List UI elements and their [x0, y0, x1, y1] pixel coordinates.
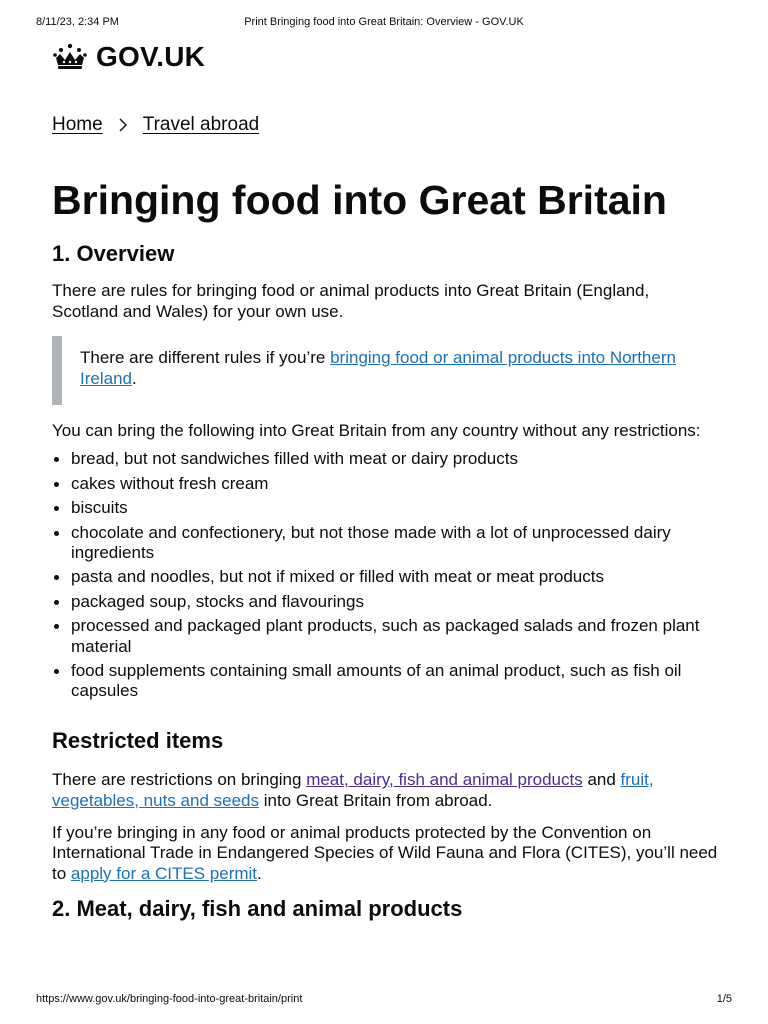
- bullet: [54, 600, 59, 605]
- allowed-items-list: [52, 449, 720, 701]
- bullet: [54, 575, 59, 580]
- list-item-text: bread, but not sandwiches filled with meat or dairy products: [71, 449, 518, 469]
- crown-icon: [52, 42, 88, 72]
- intro-paragraph: There are rules for bringing food or animal products into Great Britain (England, Scotland and Wales) for your own use.: [52, 281, 650, 321]
- list-item-text: pasta and noodles, but not if mixed or filled with meat or meat products: [71, 567, 604, 587]
- bullet: [54, 624, 59, 629]
- breadcrumb: [52, 114, 259, 136]
- list-item-text: packaged soup, stocks and flavourings: [71, 591, 364, 611]
- cites-paragraph: [52, 823, 720, 884]
- inset-paragraph: [80, 348, 720, 389]
- bullet: [54, 482, 59, 487]
- cites-permit-link[interactable]: apply for a CITES permit: [70, 863, 258, 883]
- page-title: Bringing food into Great Britain: [52, 177, 667, 223]
- list-item-text: chocolate and confectionery, but not those made with a lot of unprocessed dairy ingredients: [71, 522, 671, 562]
- list-item-text: cakes without fresh cream: [71, 473, 269, 493]
- print-header: [36, 16, 732, 30]
- main-content: [52, 178, 720, 922]
- list-item: [52, 498, 720, 518]
- logo-text: GOV.UK: [96, 41, 206, 72]
- print-footer: [36, 993, 732, 1007]
- list-item: [52, 567, 720, 587]
- restricted-text-after: into Great Britain from abroad.: [258, 790, 493, 810]
- print-page-title: Print Bringing food into Great Britain: Overview - GOV.UK: [244, 16, 524, 28]
- cites-text-before: If you’re bringing in any food or animal products protected by the Convention on International Trade in Endangered Species of Wild Fauna and Flora (CITES), you’ll need to: [52, 822, 718, 883]
- inset-text-before: There are different rules if you’re: [80, 348, 331, 368]
- section-heading-restricted: Restricted items: [52, 727, 224, 753]
- list-item-text: food supplements containing small amounts of an animal product, such as fish oil capsules: [71, 660, 682, 701]
- print-url: https://www.gov.uk/bringing-food-into-great-britain/print: [36, 993, 303, 1005]
- breadcrumb-travel-abroad[interactable]: Travel abroad: [142, 114, 260, 135]
- meat-dairy-fish-link[interactable]: meat, dairy, fish and animal products: [306, 770, 583, 790]
- list-item: [52, 592, 720, 612]
- bullet: [54, 531, 59, 536]
- restricted-text-middle: and: [582, 770, 621, 790]
- fruit-vegetables-link[interactable]: fruit, vegetables, nuts and seeds: [52, 770, 654, 810]
- inset-text: [52, 336, 720, 405]
- list-item: [52, 449, 720, 469]
- list-item-text: processed and packaged plant products, such as packaged salads and frozen plant material: [71, 616, 700, 656]
- cites-text-after: .: [257, 863, 262, 883]
- section-heading-overview: 1. Overview: [52, 241, 175, 267]
- restricted-paragraph: [52, 770, 720, 811]
- page-counter: 1/5: [716, 993, 732, 1005]
- bullet: [54, 669, 59, 674]
- section-heading-meat-dairy: 2. Meat, dairy, fish and animal products: [52, 896, 463, 922]
- inset-text-after: .: [131, 368, 137, 388]
- list-item: [52, 616, 720, 657]
- list-item-text: biscuits: [71, 498, 128, 518]
- list-item: [52, 523, 720, 564]
- allowed-intro: You can bring the following into Great Britain from any country without any restrictions:: [52, 421, 701, 441]
- chevron-right-icon: [115, 117, 131, 133]
- restricted-text-before: There are restrictions on bringing: [52, 770, 307, 790]
- northern-ireland-link[interactable]: bringing food or animal products into Northern Ireland: [80, 348, 676, 388]
- list-item: [52, 661, 720, 702]
- govuk-logo[interactable]: [52, 41, 205, 73]
- print-date: 8/11/23, 2:34 PM: [36, 16, 119, 28]
- breadcrumb-home[interactable]: Home: [52, 114, 103, 135]
- bullet: [54, 457, 59, 462]
- bullet: [54, 506, 59, 511]
- list-item: [52, 474, 720, 494]
